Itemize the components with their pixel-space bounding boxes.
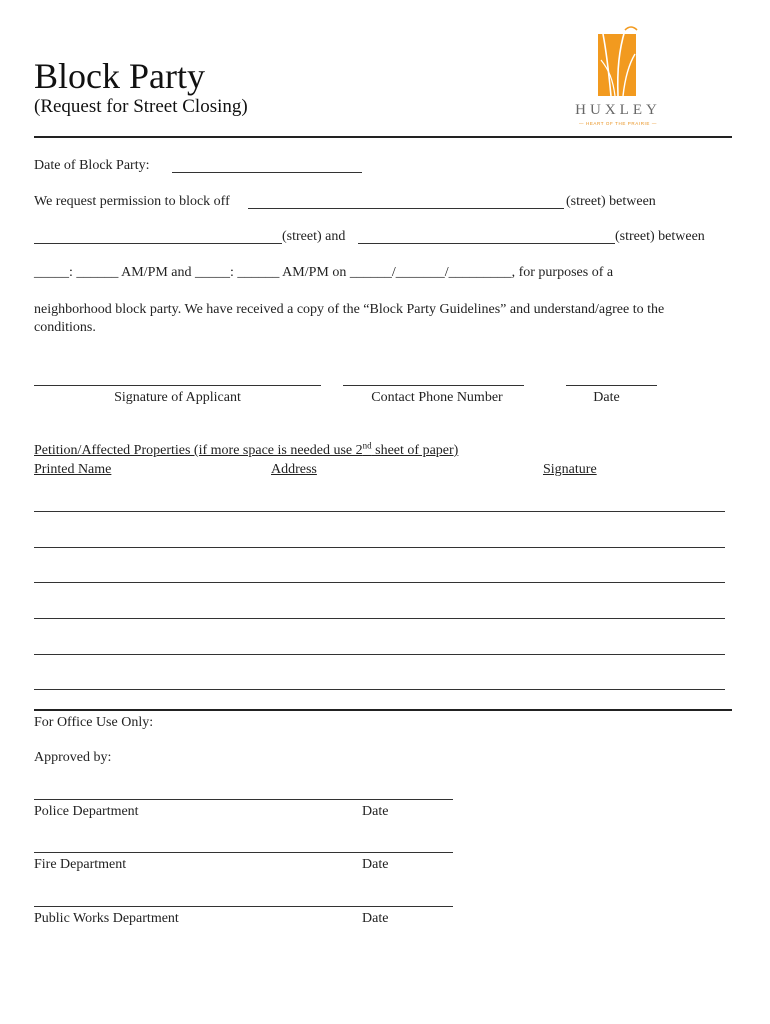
police-date-label: Date <box>362 804 389 819</box>
police-department-label: Police Department <box>34 804 139 819</box>
petition-line[interactable] <box>34 689 725 690</box>
public-works-signature-field[interactable] <box>34 906 453 907</box>
petition-heading: Petition/Affected Properties (if more space is needed use 2nd sheet of paper) <box>34 440 459 458</box>
public-works-date-label: Date <box>362 911 389 926</box>
fire-signature-field[interactable] <box>34 852 453 853</box>
page-title: Block Party <box>34 56 205 96</box>
signature-date-label: Date <box>593 390 620 405</box>
time-date-row[interactable]: _____: ______ AM/PM and _____: ______ AM/PM on ______/_______/_________, for purposes of a <box>34 265 614 280</box>
col-printed-name: Printed Name <box>34 462 112 477</box>
prairie-grass-icon <box>563 20 673 100</box>
phone-label: Contact Phone Number <box>371 390 503 405</box>
petition-line[interactable] <box>34 511 725 512</box>
fire-department-label: Fire Department <box>34 857 127 872</box>
public-works-label: Public Works Department <box>34 911 179 926</box>
police-signature-field[interactable] <box>34 799 453 800</box>
col-signature: Signature <box>543 462 597 477</box>
signature-date-field[interactable] <box>566 385 657 386</box>
petition-line[interactable] <box>34 654 725 655</box>
petition-line[interactable] <box>34 582 725 583</box>
agreement-paragraph: neighborhood block party. We have received a copy of the “Block Party Guidelines” and understand/agree to the conditions. <box>34 302 665 335</box>
logo-tagline: — HEART OF THE PRAIRIE — <box>579 121 657 126</box>
office-divider <box>34 709 732 711</box>
huxley-logo <box>563 20 673 132</box>
street-2-field[interactable] <box>34 243 282 244</box>
phone-field[interactable] <box>343 385 524 386</box>
office-use-label: For Office Use Only: <box>34 715 154 730</box>
date-field[interactable] <box>172 172 362 173</box>
petition-line[interactable] <box>34 618 725 619</box>
street-and-label: (street) and <box>282 229 346 244</box>
col-address: Address <box>271 462 317 477</box>
logo-wordmark: HUXLEY <box>575 102 661 118</box>
fire-date-label: Date <box>362 857 389 872</box>
applicant-signature-field[interactable] <box>34 385 321 386</box>
applicant-signature-label: Signature of Applicant <box>114 390 241 405</box>
request-prefix: We request permission to block off <box>34 194 230 209</box>
petition-line[interactable] <box>34 547 725 548</box>
header-divider <box>34 136 732 138</box>
street-3-field[interactable] <box>358 243 615 244</box>
street-between-label-2: (street) between <box>615 229 705 244</box>
page-subtitle: (Request for Street Closing) <box>34 96 248 117</box>
approved-by-label: Approved by: <box>34 750 112 765</box>
date-label: Date of Block Party: <box>34 158 150 173</box>
street-1-field[interactable] <box>248 208 564 209</box>
street-between-label: (street) between <box>566 194 656 209</box>
